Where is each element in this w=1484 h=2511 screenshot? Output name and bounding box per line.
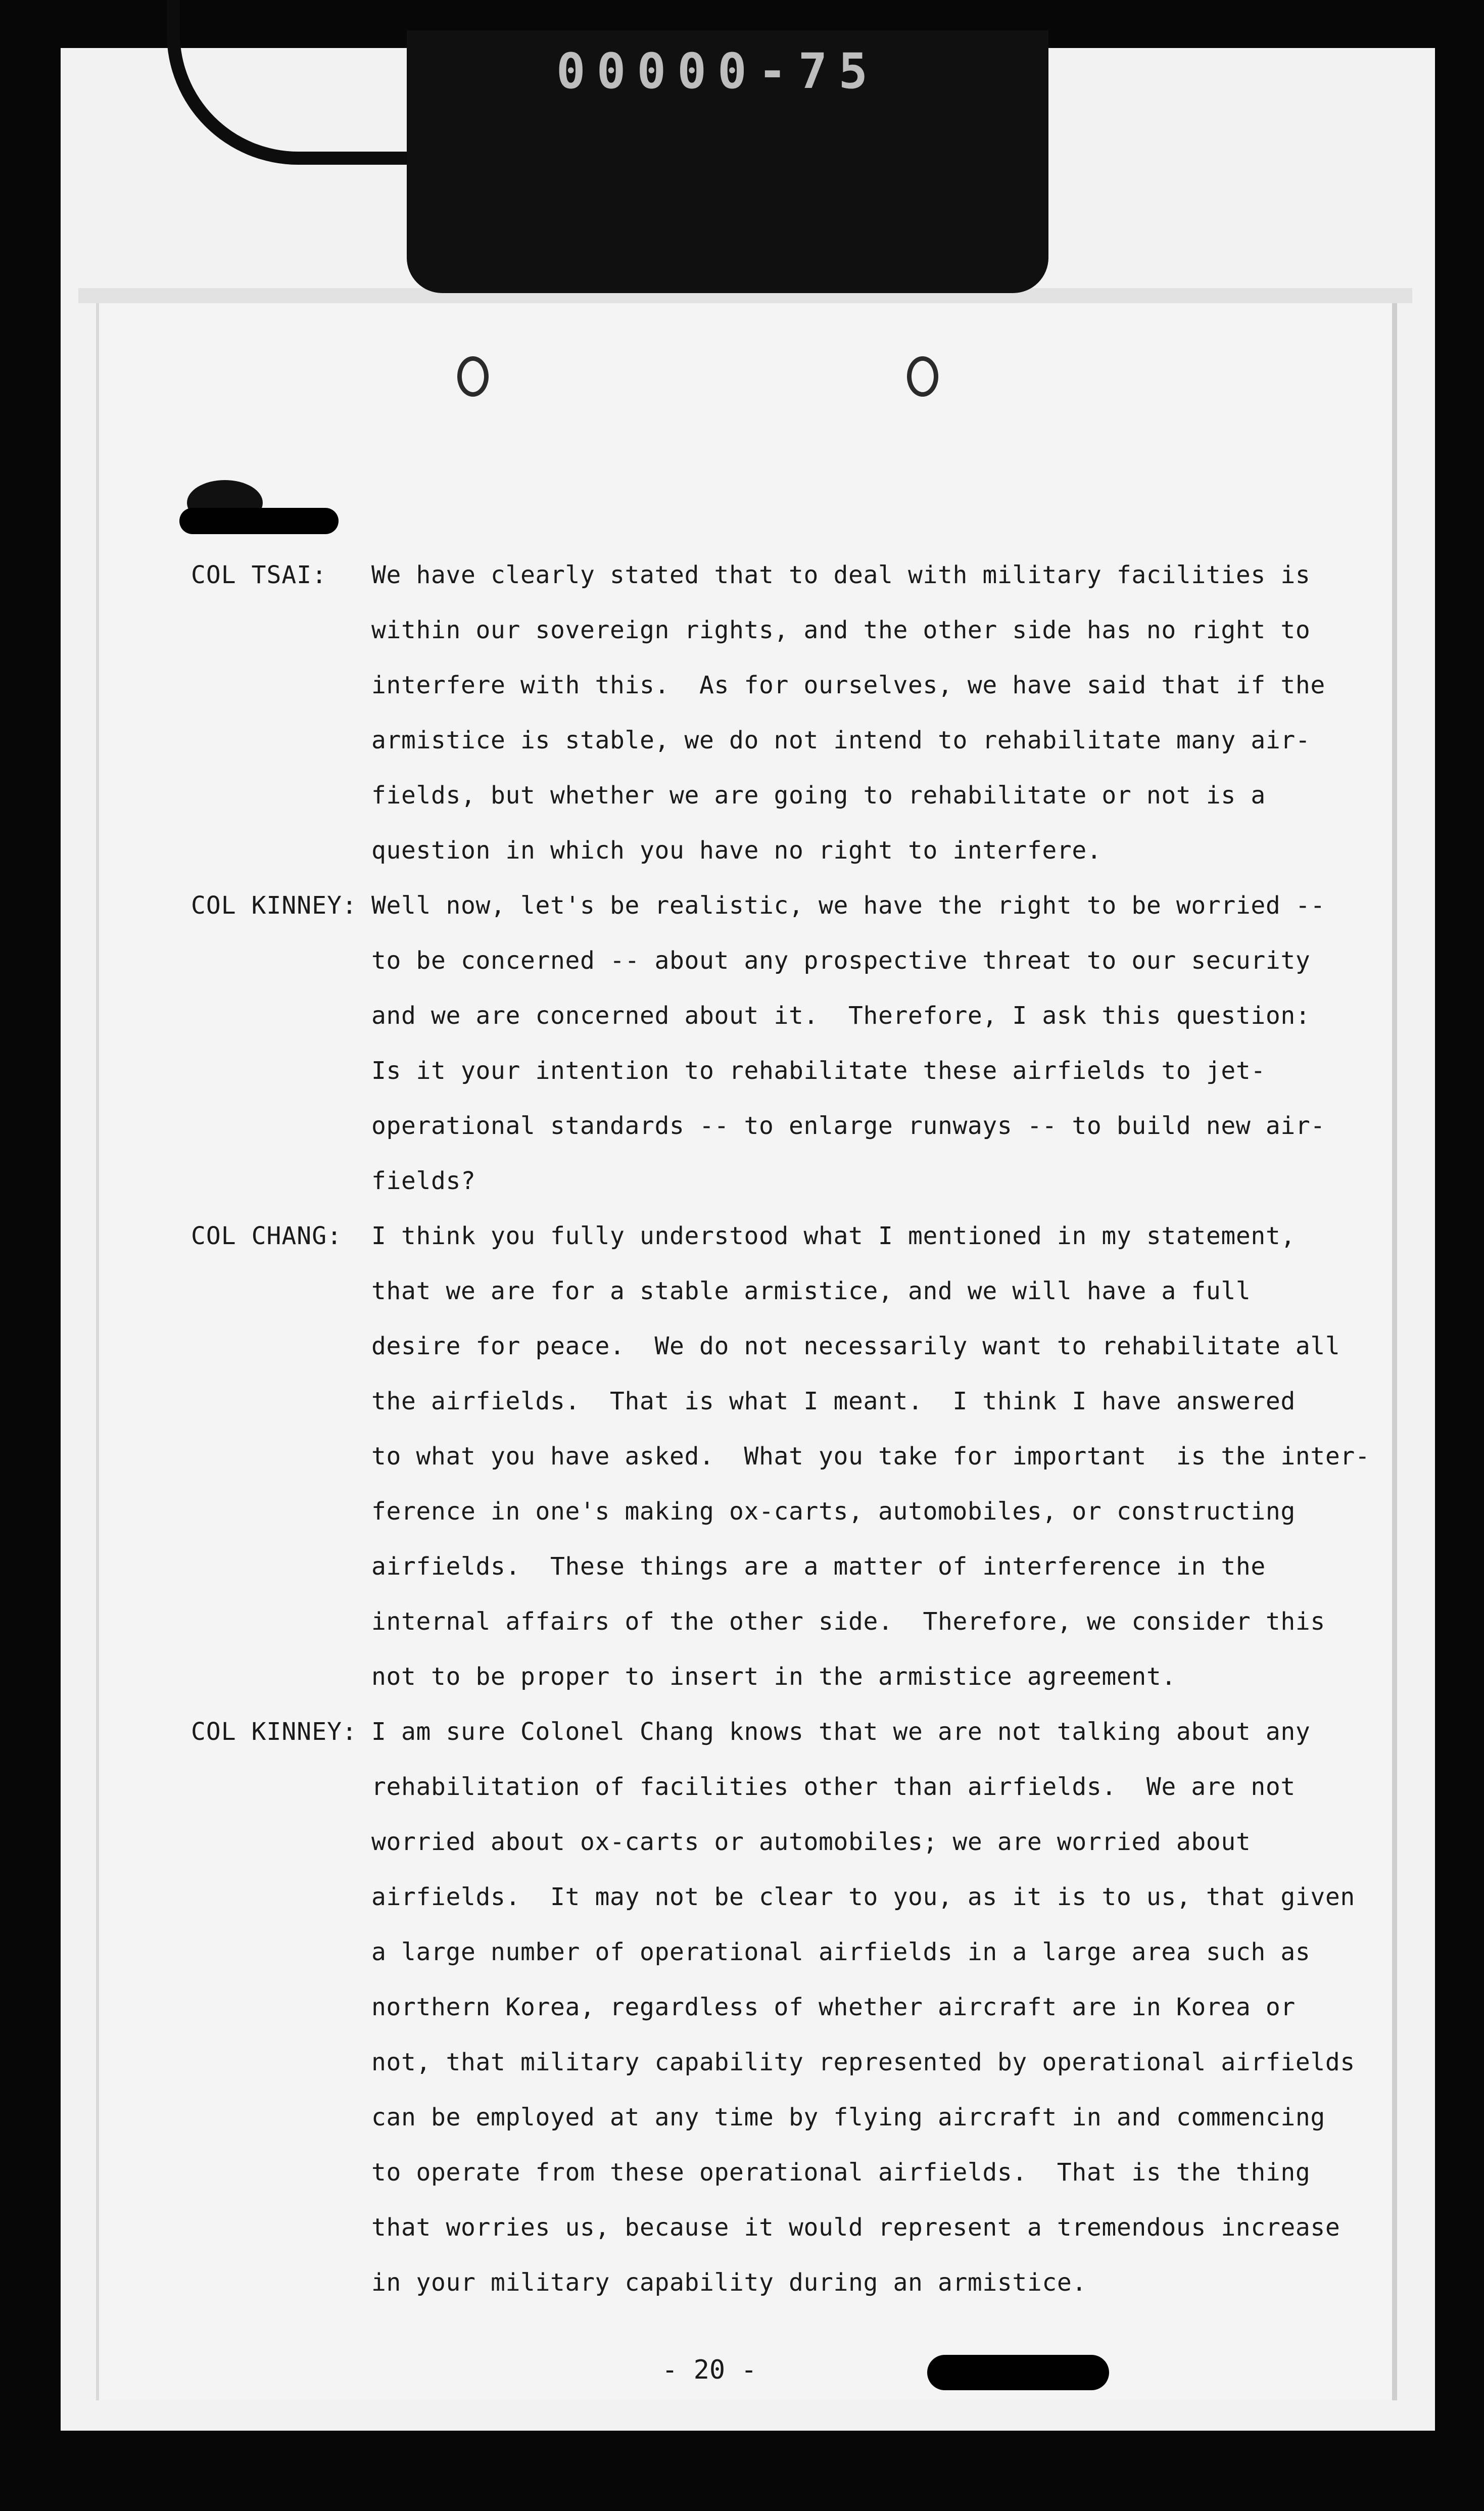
transcript-line: I think you fully understood what I mentioned in my statement, (371, 1222, 1296, 1250)
transcript-line: question in which you have no right to interfere. (371, 836, 1102, 865)
transcript-line: not to be proper to insert in the armistice agreement. (371, 1663, 1176, 1691)
transcript-line: northern Korea, regardless of whether aircraft are in Korea or (371, 1993, 1296, 2021)
transcript-line: within our sovereign rights, and the other side has no right to (371, 616, 1311, 644)
transcript-line: ference in one's making ox-carts, automobiles, or constructing (371, 1497, 1296, 1526)
transcript-line: the airfields. That is what I meant. I think I have answered (371, 1387, 1296, 1415)
speaker-label: COL KINNEY: (191, 891, 357, 920)
transcript-line: that worries us, because it would represent a tremendous increase (371, 2213, 1341, 2242)
transcript-line: fields? (371, 1167, 476, 1195)
transcript-line: interfere with this. As for ourselves, we have said that if the (371, 671, 1325, 699)
transcript-line: internal affairs of the other side. Therefore, we consider this (371, 1607, 1325, 1636)
transcript-line: to operate from these operational airfields. That is the thing (371, 2158, 1311, 2187)
speaker-label: COL TSAI: (191, 561, 327, 589)
transcript-line: I am sure Colonel Chang knows that we are not talking about any (371, 1718, 1311, 1746)
transcript-line: airfields. These things are a matter of interference in the (371, 1552, 1266, 1581)
transcript-line: in your military capability during an armistice. (371, 2268, 1087, 2297)
transcript-line: fields, but whether we are going to rehabilitate or not is a (371, 781, 1266, 810)
transcript-line: a large number of operational airfields in a large area such as (371, 1938, 1311, 1966)
transcript-line: We have clearly stated that to deal with military facilities is (371, 561, 1311, 589)
page-number: - 20 - (662, 2355, 757, 2385)
transcript-line: and we are concerned about it. Therefore, I ask this question: (371, 1002, 1311, 1030)
transcript-line: to be concerned -- about any prospective threat to our security (371, 946, 1311, 975)
transcript-line: that we are for a stable armistice, and we will have a full (371, 1277, 1251, 1305)
transcript-line: rehabilitation of facilities other than airfields. We are not (371, 1773, 1296, 1801)
transcript-line: can be employed at any time by flying aircraft in and commencing (371, 2103, 1325, 2131)
speaker-label: COL KINNEY: (191, 1718, 357, 1746)
transcript-line: worried about ox-carts or automobiles; we are worried about (371, 1828, 1251, 1856)
transcript-line: to what you have asked. What you take for important is the inter- (371, 1442, 1370, 1471)
transcript-line: Well now, let's be realistic, we have the right to be worried -- (371, 891, 1325, 920)
transcript-line: Is it your intention to rehabilitate these airfields to jet- (371, 1057, 1266, 1085)
transcript-line: not, that military capability represented by operational airfields (371, 2048, 1355, 2076)
transcript-line: operational standards -- to enlarge runways -- to build new air- (371, 1112, 1325, 1140)
transcript-line: desire for peace. We do not necessarily want to rehabilitate all (371, 1332, 1341, 1360)
speaker-label: COL CHANG: (191, 1222, 342, 1250)
frame-number-label: 00000-75 (556, 43, 879, 100)
transcript-line: airfields. It may not be clear to you, as it is to us, that given (371, 1883, 1355, 1911)
transcript-line: armistice is stable, we do not intend to rehabilitate many air- (371, 726, 1311, 754)
